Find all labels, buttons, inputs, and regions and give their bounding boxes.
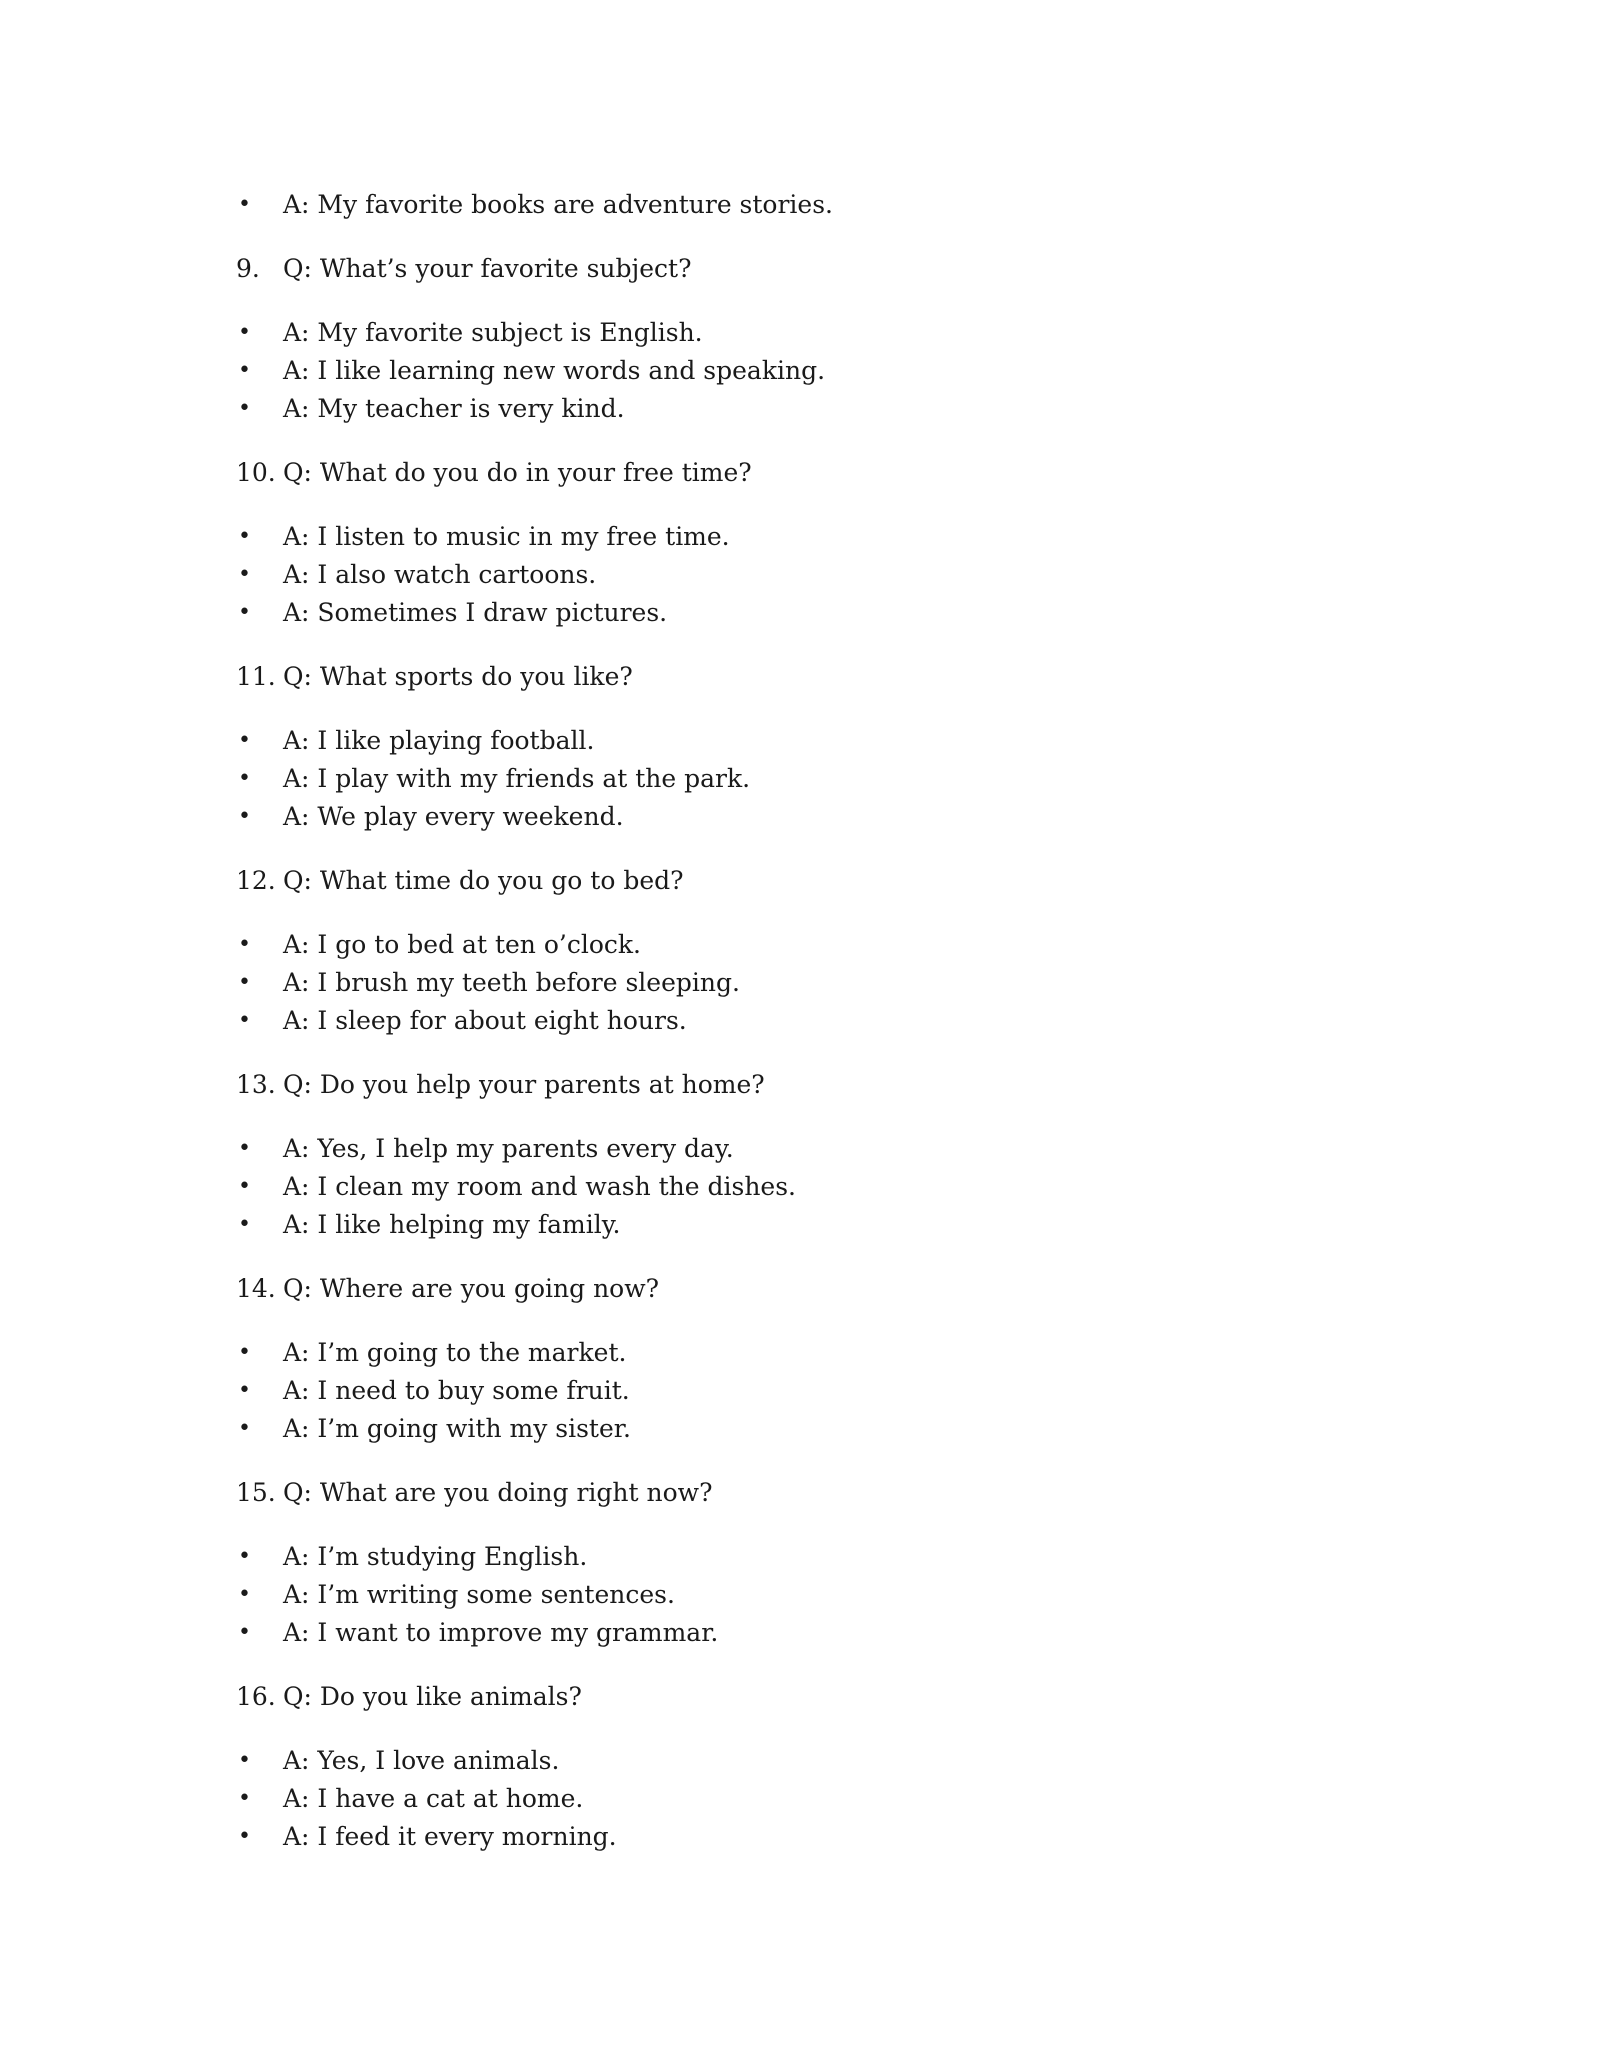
answer-item xyxy=(236,1538,1336,1576)
question-item xyxy=(236,658,1336,696)
answer-text: A: I go to bed at ten o’clock. xyxy=(283,930,641,959)
question-item xyxy=(236,1066,1336,1104)
answer-item xyxy=(236,760,1336,798)
question-number: 14. xyxy=(236,1274,276,1303)
answer-item xyxy=(236,1742,1336,1780)
answer-text: A: I want to improve my grammar. xyxy=(283,1618,719,1647)
answer-text: A: My favorite subject is English. xyxy=(283,318,703,347)
answer-item xyxy=(236,1818,1336,1856)
question-number: 16. xyxy=(236,1682,276,1711)
question-item xyxy=(236,1270,1336,1308)
answer-text: A: Yes, I love animals. xyxy=(283,1746,560,1775)
question-number: 11. xyxy=(236,662,276,691)
answer-item xyxy=(236,518,1336,556)
answer-text: A: We play every weekend. xyxy=(283,802,624,831)
answer-item xyxy=(236,1410,1336,1448)
answer-item xyxy=(236,186,1336,224)
question-number: 13. xyxy=(236,1070,276,1099)
answer-item xyxy=(236,1780,1336,1818)
bullet-icon: • xyxy=(238,1136,251,1161)
answer-text: A: I need to buy some fruit. xyxy=(283,1376,630,1405)
answer-item xyxy=(236,798,1336,836)
bullet-icon: • xyxy=(238,1212,251,1237)
question-item xyxy=(236,1678,1336,1716)
answer-item xyxy=(236,1576,1336,1614)
answer-text: A: I brush my teeth before sleeping. xyxy=(283,968,740,997)
bullet-icon: • xyxy=(238,1174,251,1199)
question-text: Q: What’s your favorite subject? xyxy=(283,254,692,283)
bullet-icon: • xyxy=(238,1544,251,1569)
bullet-icon: • xyxy=(238,192,251,217)
answer-text: A: I like learning new words and speaking. xyxy=(283,356,826,385)
answer-text: A: Sometimes I draw pictures. xyxy=(283,598,668,627)
answer-item xyxy=(236,556,1336,594)
question-text: Q: Do you help your parents at home? xyxy=(283,1070,765,1099)
question-item xyxy=(236,250,1336,288)
answer-text: A: I feed it every morning. xyxy=(283,1822,617,1851)
answer-text: A: I also watch cartoons. xyxy=(283,560,597,589)
question-text: Q: What time do you go to bed? xyxy=(283,866,684,895)
bullet-icon: • xyxy=(238,396,251,421)
answer-text: A: I’m going to the market. xyxy=(283,1338,627,1367)
question-number: 12. xyxy=(236,866,276,895)
answer-item xyxy=(236,1614,1336,1652)
bullet-icon: • xyxy=(238,932,251,957)
bullet-icon: • xyxy=(238,1416,251,1441)
bullet-icon: • xyxy=(238,1748,251,1773)
question-text: Q: What are you doing right now? xyxy=(283,1478,713,1507)
answer-text: A: My favorite books are adventure stories. xyxy=(283,190,833,219)
question-text: Q: What sports do you like? xyxy=(283,662,633,691)
bullet-icon: • xyxy=(238,970,251,995)
bullet-icon: • xyxy=(238,804,251,829)
answer-item xyxy=(236,1002,1336,1040)
answer-text: A: My teacher is very kind. xyxy=(283,394,625,423)
answer-text: A: I’m writing some sentences. xyxy=(283,1580,675,1609)
question-number: 15. xyxy=(236,1478,276,1507)
answer-text: A: I listen to music in my free time. xyxy=(283,522,730,551)
answer-text: A: I’m going with my sister. xyxy=(283,1414,631,1443)
question-number: 10. xyxy=(236,458,276,487)
bullet-icon: • xyxy=(238,1378,251,1403)
question-item xyxy=(236,1474,1336,1512)
question-item xyxy=(236,454,1336,492)
answer-item xyxy=(236,390,1336,428)
bullet-icon: • xyxy=(238,1340,251,1365)
bullet-icon: • xyxy=(238,600,251,625)
question-number: 9. xyxy=(236,254,260,283)
answer-item xyxy=(236,722,1336,760)
bullet-icon: • xyxy=(238,1582,251,1607)
answer-item xyxy=(236,1334,1336,1372)
answer-item xyxy=(236,314,1336,352)
answer-item xyxy=(236,352,1336,390)
answer-text: A: I like playing football. xyxy=(283,726,595,755)
answer-text: A: I like helping my family. xyxy=(283,1210,621,1239)
question-text: Q: Where are you going now? xyxy=(283,1274,660,1303)
answer-item xyxy=(236,1372,1336,1410)
answer-item xyxy=(236,1168,1336,1206)
answer-item xyxy=(236,926,1336,964)
answer-text: A: I clean my room and wash the dishes. xyxy=(283,1172,797,1201)
answer-item xyxy=(236,964,1336,1002)
bullet-icon: • xyxy=(238,1008,251,1033)
qa-list xyxy=(236,186,1336,1856)
bullet-icon: • xyxy=(238,524,251,549)
bullet-icon: • xyxy=(238,1824,251,1849)
bullet-icon: • xyxy=(238,1620,251,1645)
answer-item xyxy=(236,1130,1336,1168)
bullet-icon: • xyxy=(238,728,251,753)
question-text: Q: What do you do in your free time? xyxy=(283,458,752,487)
question-text: Q: Do you like animals? xyxy=(283,1682,582,1711)
answer-text: A: I have a cat at home. xyxy=(283,1784,584,1813)
answer-text: A: I’m studying English. xyxy=(283,1542,588,1571)
bullet-icon: • xyxy=(238,358,251,383)
bullet-icon: • xyxy=(238,1786,251,1811)
answer-text: A: Yes, I help my parents every day. xyxy=(283,1134,734,1163)
answer-text: A: I sleep for about eight hours. xyxy=(283,1006,687,1035)
bullet-icon: • xyxy=(238,562,251,587)
answer-item xyxy=(236,1206,1336,1244)
answer-item xyxy=(236,594,1336,632)
answer-text: A: I play with my friends at the park. xyxy=(283,764,751,793)
bullet-icon: • xyxy=(238,766,251,791)
bullet-icon: • xyxy=(238,320,251,345)
question-item xyxy=(236,862,1336,900)
